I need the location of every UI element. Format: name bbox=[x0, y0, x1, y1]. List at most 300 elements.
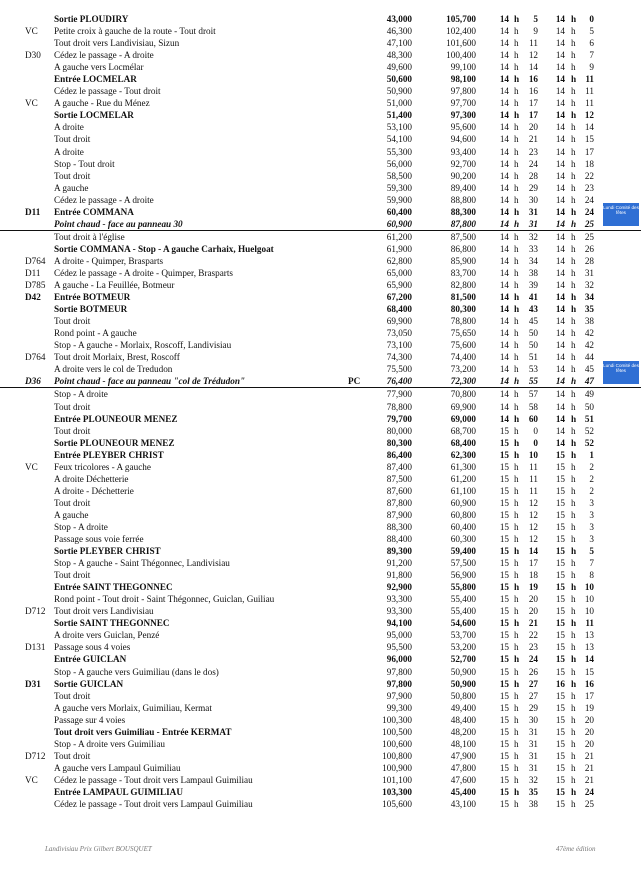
time-fast-hour: 15 bbox=[499, 546, 509, 557]
time-slow-hour: 15 bbox=[555, 799, 565, 810]
route-instruction: Point chaud - face au panneau "col de Trédudon" bbox=[54, 376, 246, 387]
time-fast-hour: 15 bbox=[499, 799, 509, 810]
time-slow-minute: 6 bbox=[589, 38, 594, 49]
km-remaining: 69,900 bbox=[450, 401, 476, 412]
route-instruction: Sortie PLOUNEOUR MENEZ bbox=[54, 437, 175, 448]
time-fast-minute: 14 bbox=[528, 62, 538, 73]
time-slow-hour: 14 bbox=[555, 364, 565, 375]
hour-separator: h bbox=[571, 774, 576, 785]
time-fast-minute: 29 bbox=[528, 182, 538, 193]
time-slow-hour: 14 bbox=[555, 158, 565, 169]
time-fast-hour: 14 bbox=[499, 110, 509, 121]
km-covered: 43,000 bbox=[386, 14, 412, 24]
hour-separator: h bbox=[514, 425, 519, 436]
time-fast-hour: 14 bbox=[499, 316, 509, 327]
time-slow-minute: 20 bbox=[584, 714, 594, 725]
time-slow-minute: 0 bbox=[589, 14, 594, 24]
time-fast-minute: 31 bbox=[528, 762, 538, 773]
km-covered: 48,300 bbox=[386, 50, 412, 61]
route-instruction: Entrée LOCMELAR bbox=[54, 74, 137, 85]
hour-separator: h bbox=[571, 606, 576, 617]
km-remaining: 43,100 bbox=[450, 799, 476, 810]
km-remaining: 60,400 bbox=[450, 521, 476, 532]
hour-separator: h bbox=[514, 304, 520, 315]
hour-separator: h bbox=[514, 38, 519, 49]
km-covered: 51,000 bbox=[386, 98, 412, 109]
time-fast-hour: 14 bbox=[499, 50, 509, 61]
time-fast-hour: 14 bbox=[499, 328, 509, 339]
table-row bbox=[0, 473, 641, 485]
time-fast-hour: 15 bbox=[499, 425, 509, 436]
hour-separator: h bbox=[514, 485, 519, 496]
km-remaining: 75,650 bbox=[450, 328, 476, 339]
time-fast-minute: 30 bbox=[528, 714, 538, 725]
time-fast-hour: 15 bbox=[499, 534, 509, 545]
time-slow-minute: 2 bbox=[589, 485, 594, 496]
table-row bbox=[0, 629, 641, 641]
hour-separator: h bbox=[514, 74, 520, 85]
time-fast-minute: 45 bbox=[528, 316, 538, 327]
hour-separator: h bbox=[571, 618, 577, 629]
table-row bbox=[0, 798, 641, 810]
route-instruction: A gauche vers Lampaul Guimiliau bbox=[54, 762, 181, 773]
time-fast-minute: 43 bbox=[528, 304, 538, 315]
hour-separator: h bbox=[514, 170, 519, 181]
table-row bbox=[0, 375, 641, 388]
time-slow-hour: 14 bbox=[555, 316, 565, 327]
km-covered: 60,400 bbox=[386, 206, 412, 217]
km-covered: 87,800 bbox=[386, 497, 412, 508]
hour-separator: h bbox=[571, 437, 577, 448]
km-covered: 54,100 bbox=[386, 134, 412, 145]
time-fast-minute: 21 bbox=[528, 134, 538, 145]
table-row bbox=[0, 267, 641, 279]
time-slow-minute: 3 bbox=[589, 521, 594, 532]
time-fast-minute: 31 bbox=[528, 738, 538, 749]
road-number: VC bbox=[25, 26, 38, 37]
time-fast-minute: 23 bbox=[528, 146, 538, 157]
time-fast-minute: 50 bbox=[528, 340, 538, 351]
time-slow-minute: 51 bbox=[584, 413, 594, 424]
route-instruction: Stop - A gauche vers Guimiliau (dans le dos) bbox=[54, 666, 219, 677]
time-slow-hour: 14 bbox=[555, 38, 565, 49]
hour-separator: h bbox=[514, 14, 520, 24]
hour-separator: h bbox=[571, 86, 576, 97]
time-slow-hour: 15 bbox=[555, 594, 565, 605]
route-instruction: Passage sur 4 voies bbox=[54, 714, 126, 725]
time-fast-hour: 14 bbox=[499, 206, 509, 217]
km-remaining: 62,300 bbox=[450, 449, 476, 460]
table-row bbox=[0, 158, 641, 170]
km-remaining: 99,100 bbox=[450, 62, 476, 73]
road-number: VC bbox=[25, 774, 38, 785]
hour-separator: h bbox=[514, 413, 520, 424]
time-fast-minute: 27 bbox=[528, 690, 538, 701]
hour-separator: h bbox=[571, 389, 576, 400]
hour-separator: h bbox=[571, 546, 577, 557]
time-slow-minute: 3 bbox=[589, 509, 594, 520]
time-fast-minute: 20 bbox=[528, 606, 538, 617]
km-remaining: 100,400 bbox=[446, 50, 476, 61]
time-fast-hour: 14 bbox=[499, 376, 509, 387]
table-row bbox=[0, 291, 641, 303]
km-remaining: 61,100 bbox=[450, 485, 476, 496]
route-instruction: Tout droit bbox=[54, 425, 91, 436]
km-covered: 65,000 bbox=[386, 267, 412, 278]
time-slow-hour: 14 bbox=[555, 98, 565, 109]
km-covered: 59,900 bbox=[386, 194, 412, 205]
time-fast-hour: 14 bbox=[499, 98, 509, 109]
hour-separator: h bbox=[514, 678, 520, 689]
table-row bbox=[0, 218, 641, 231]
time-fast-minute: 31 bbox=[528, 206, 538, 217]
time-fast-minute: 29 bbox=[528, 702, 538, 713]
km-covered: 100,600 bbox=[382, 738, 412, 749]
hour-separator: h bbox=[571, 473, 576, 484]
hour-separator: h bbox=[514, 473, 519, 484]
time-fast-hour: 14 bbox=[499, 158, 509, 169]
hour-separator: h bbox=[571, 509, 576, 520]
hour-separator: h bbox=[514, 738, 519, 749]
km-covered: 103,300 bbox=[382, 787, 412, 797]
table-row bbox=[0, 581, 641, 593]
table-row bbox=[0, 73, 641, 85]
time-fast-minute: 24 bbox=[528, 654, 538, 665]
time-slow-hour: 14 bbox=[555, 170, 565, 181]
time-slow-minute: 19 bbox=[584, 702, 594, 713]
hour-separator: h bbox=[571, 654, 577, 665]
time-slow-hour: 14 bbox=[555, 134, 565, 145]
hour-separator: h bbox=[571, 352, 576, 363]
km-covered: 69,900 bbox=[386, 316, 412, 327]
km-covered: 50,900 bbox=[386, 86, 412, 97]
km-covered: 56,000 bbox=[386, 158, 412, 169]
km-remaining: 68,700 bbox=[450, 425, 476, 436]
hour-separator: h bbox=[571, 534, 576, 545]
hour-separator: h bbox=[571, 170, 576, 181]
hour-separator: h bbox=[514, 255, 519, 266]
hour-separator: h bbox=[514, 449, 520, 460]
km-covered: 67,200 bbox=[386, 292, 412, 303]
route-instruction: Cédez le passage - A droite bbox=[54, 194, 154, 205]
km-covered: 87,500 bbox=[386, 473, 412, 484]
time-slow-minute: 26 bbox=[584, 243, 594, 254]
road-number: D764 bbox=[25, 352, 46, 363]
time-fast-hour: 14 bbox=[499, 401, 509, 412]
km-remaining: 81,500 bbox=[450, 292, 476, 303]
time-slow-minute: 13 bbox=[584, 630, 594, 641]
time-fast-minute: 31 bbox=[528, 750, 538, 761]
hour-separator: h bbox=[514, 328, 519, 339]
route-instruction: Entrée GUICLAN bbox=[54, 654, 127, 665]
km-remaining: 47,900 bbox=[450, 750, 476, 761]
time-slow-minute: 1 bbox=[589, 449, 594, 460]
time-fast-minute: 41 bbox=[528, 292, 538, 303]
time-slow-hour: 15 bbox=[555, 787, 565, 797]
hour-separator: h bbox=[514, 606, 519, 617]
km-remaining: 47,800 bbox=[450, 762, 476, 773]
hour-separator: h bbox=[514, 86, 519, 97]
km-remaining: 80,300 bbox=[450, 304, 476, 315]
hour-separator: h bbox=[514, 497, 519, 508]
km-remaining: 57,500 bbox=[450, 558, 476, 569]
table-row bbox=[0, 49, 641, 61]
time-slow-hour: 14 bbox=[555, 231, 565, 242]
time-fast-minute: 12 bbox=[528, 497, 538, 508]
hour-separator: h bbox=[514, 122, 519, 133]
hour-separator: h bbox=[571, 206, 577, 217]
time-fast-minute: 10 bbox=[528, 449, 538, 460]
hour-separator: h bbox=[514, 194, 519, 205]
hour-separator: h bbox=[514, 280, 519, 291]
km-covered: 95,500 bbox=[386, 642, 412, 653]
hour-separator: h bbox=[571, 738, 576, 749]
time-slow-minute: 52 bbox=[584, 437, 594, 448]
time-slow-hour: 16 bbox=[555, 678, 565, 689]
table-row bbox=[0, 401, 641, 413]
time-fast-hour: 15 bbox=[499, 618, 509, 629]
time-slow-hour: 14 bbox=[555, 425, 565, 436]
time-slow-hour: 14 bbox=[555, 376, 565, 387]
route-instruction: A droite Déchetterie bbox=[54, 473, 129, 484]
table-row bbox=[0, 37, 641, 49]
time-slow-minute: 32 bbox=[584, 280, 594, 291]
hour-separator: h bbox=[514, 666, 519, 677]
table-row bbox=[0, 425, 641, 437]
time-fast-hour: 15 bbox=[499, 678, 509, 689]
hour-separator: h bbox=[514, 292, 520, 303]
time-fast-hour: 15 bbox=[499, 461, 509, 472]
route-instruction: A gauche - La Feuillée, Botmeur bbox=[54, 280, 175, 291]
road-number: D712 bbox=[25, 750, 46, 761]
time-slow-hour: 15 bbox=[555, 497, 565, 508]
time-slow-minute: 24 bbox=[584, 206, 594, 217]
time-slow-minute: 21 bbox=[584, 774, 594, 785]
km-remaining: 74,400 bbox=[450, 352, 476, 363]
route-instruction: Entrée LAMPAUL GUIMILIAU bbox=[54, 787, 183, 797]
hour-separator: h bbox=[571, 50, 576, 61]
time-fast-minute: 26 bbox=[528, 666, 538, 677]
km-remaining: 48,200 bbox=[450, 726, 476, 737]
route-instruction: A droite vers Guiclan, Penzé bbox=[54, 630, 160, 641]
hour-separator: h bbox=[571, 134, 576, 145]
hour-separator: h bbox=[514, 534, 519, 545]
km-remaining: 60,300 bbox=[450, 534, 476, 545]
route-instruction: A droite bbox=[54, 122, 84, 133]
hour-separator: h bbox=[514, 267, 519, 278]
hour-separator: h bbox=[514, 521, 519, 532]
time-fast-minute: 21 bbox=[528, 618, 538, 629]
time-fast-minute: 16 bbox=[528, 86, 538, 97]
time-fast-hour: 14 bbox=[499, 352, 509, 363]
table-row bbox=[0, 61, 641, 73]
km-remaining: 90,200 bbox=[450, 170, 476, 181]
time-slow-hour: 15 bbox=[555, 642, 565, 653]
route-instruction: Tout droit bbox=[54, 401, 91, 412]
hour-separator: h bbox=[571, 74, 577, 85]
km-covered: 78,800 bbox=[386, 401, 412, 412]
time-slow-minute: 10 bbox=[584, 606, 594, 617]
time-slow-minute: 24 bbox=[584, 787, 594, 797]
time-fast-minute: 50 bbox=[528, 328, 538, 339]
time-fast-minute: 20 bbox=[528, 122, 538, 133]
table-row bbox=[0, 702, 641, 714]
table-row bbox=[0, 231, 641, 243]
km-covered: 105,600 bbox=[382, 799, 412, 810]
km-covered: 47,100 bbox=[386, 38, 412, 49]
hour-separator: h bbox=[571, 267, 576, 278]
time-fast-hour: 15 bbox=[499, 726, 509, 737]
table-row bbox=[0, 605, 641, 617]
km-remaining: 54,600 bbox=[450, 618, 476, 629]
route-instruction: A gauche vers Morlaix, Guimiliau, Kermat bbox=[54, 702, 212, 713]
km-remaining: 50,800 bbox=[450, 690, 476, 701]
time-slow-minute: 2 bbox=[589, 473, 594, 484]
hour-separator: h bbox=[514, 146, 519, 157]
km-remaining: 61,300 bbox=[450, 461, 476, 472]
time-fast-hour: 14 bbox=[499, 292, 509, 303]
km-covered: 80,000 bbox=[386, 425, 412, 436]
route-instruction: Entrée SAINT THEGONNEC bbox=[54, 582, 173, 593]
time-slow-minute: 52 bbox=[584, 425, 594, 436]
table-row bbox=[0, 750, 641, 762]
route-instruction: Stop - A gauche - Morlaix, Roscoff, Landivisiau bbox=[54, 340, 232, 351]
table-row bbox=[0, 255, 641, 267]
time-fast-hour: 15 bbox=[499, 630, 509, 641]
table-row bbox=[0, 363, 641, 375]
km-remaining: 97,800 bbox=[450, 86, 476, 97]
hour-separator: h bbox=[571, 714, 576, 725]
km-remaining: 60,900 bbox=[450, 497, 476, 508]
km-covered: 75,500 bbox=[386, 364, 412, 375]
hour-separator: h bbox=[571, 255, 576, 266]
time-slow-minute: 5 bbox=[589, 546, 594, 557]
route-instruction: Tout droit bbox=[54, 570, 91, 581]
hour-separator: h bbox=[514, 50, 519, 61]
hour-separator: h bbox=[571, 630, 576, 641]
time-fast-minute: 28 bbox=[528, 170, 538, 181]
hour-separator: h bbox=[571, 328, 576, 339]
time-slow-hour: 15 bbox=[555, 726, 565, 737]
time-fast-hour: 15 bbox=[499, 642, 509, 653]
km-remaining: 87,500 bbox=[450, 231, 476, 242]
time-fast-hour: 14 bbox=[499, 304, 509, 315]
hour-separator: h bbox=[571, 570, 576, 581]
hour-separator: h bbox=[514, 340, 519, 351]
route-instruction: Cédez le passage - Tout droit vers Lampaul Guimiliau bbox=[54, 774, 253, 785]
table-row bbox=[0, 726, 641, 738]
route-instruction: Entrée PLEYBER CHRIST bbox=[54, 449, 164, 460]
time-fast-hour: 14 bbox=[499, 182, 509, 193]
time-fast-hour: 14 bbox=[499, 389, 509, 400]
hour-separator: h bbox=[514, 546, 520, 557]
hour-separator: h bbox=[571, 799, 576, 810]
checkpoint-marker: PC bbox=[348, 376, 361, 387]
table-row bbox=[0, 25, 641, 37]
time-slow-minute: 2 bbox=[589, 461, 594, 472]
time-fast-minute: 23 bbox=[528, 642, 538, 653]
km-covered: 94,100 bbox=[386, 618, 412, 629]
time-slow-hour: 14 bbox=[555, 26, 565, 37]
km-covered: 74,300 bbox=[386, 352, 412, 363]
route-instruction: Point chaud - face au panneau 30 bbox=[54, 218, 183, 229]
km-remaining: 97,700 bbox=[450, 98, 476, 109]
hour-separator: h bbox=[571, 678, 577, 689]
hour-separator: h bbox=[571, 702, 576, 713]
km-remaining: 86,800 bbox=[450, 243, 476, 254]
time-fast-minute: 16 bbox=[528, 74, 538, 85]
time-slow-minute: 11 bbox=[585, 86, 594, 97]
table-row bbox=[0, 557, 641, 569]
km-remaining: 50,900 bbox=[450, 666, 476, 677]
time-slow-hour: 15 bbox=[555, 521, 565, 532]
table-row bbox=[0, 509, 641, 521]
time-fast-hour: 15 bbox=[499, 774, 509, 785]
time-slow-hour: 15 bbox=[555, 485, 565, 496]
hour-separator: h bbox=[514, 206, 520, 217]
time-slow-hour: 14 bbox=[555, 267, 565, 278]
time-fast-minute: 38 bbox=[528, 267, 538, 278]
time-slow-hour: 14 bbox=[555, 389, 565, 400]
time-slow-hour: 14 bbox=[555, 182, 565, 193]
hour-separator: h bbox=[514, 401, 519, 412]
km-covered: 58,500 bbox=[386, 170, 412, 181]
km-covered: 87,400 bbox=[386, 461, 412, 472]
time-slow-minute: 31 bbox=[584, 267, 594, 278]
time-slow-minute: 22 bbox=[584, 170, 594, 181]
km-covered: 50,600 bbox=[386, 74, 412, 85]
time-slow-hour: 15 bbox=[555, 762, 565, 773]
time-slow-hour: 14 bbox=[555, 194, 565, 205]
route-instruction: Sortie SAINT THEGONNEC bbox=[54, 618, 170, 629]
km-covered: 46,300 bbox=[386, 26, 412, 37]
time-fast-minute: 11 bbox=[529, 461, 538, 472]
time-fast-minute: 14 bbox=[528, 546, 538, 557]
hour-separator: h bbox=[514, 558, 519, 569]
hour-separator: h bbox=[571, 666, 576, 677]
km-remaining: 52,700 bbox=[450, 654, 476, 665]
hour-separator: h bbox=[571, 750, 576, 761]
hour-separator: h bbox=[514, 582, 520, 593]
route-instruction: Tout droit Morlaix, Brest, Roscoff bbox=[54, 352, 180, 363]
time-slow-hour: 15 bbox=[555, 509, 565, 520]
km-covered: 76,400 bbox=[386, 376, 412, 387]
time-fast-hour: 14 bbox=[499, 86, 509, 97]
time-fast-minute: 35 bbox=[528, 787, 538, 797]
hour-separator: h bbox=[571, 497, 576, 508]
km-remaining: 98,100 bbox=[450, 74, 476, 85]
hour-separator: h bbox=[514, 690, 519, 701]
hour-separator: h bbox=[571, 485, 576, 496]
time-slow-hour: 14 bbox=[555, 218, 565, 229]
hour-separator: h bbox=[571, 304, 577, 315]
time-fast-minute: 53 bbox=[528, 364, 538, 375]
time-fast-hour: 15 bbox=[499, 594, 509, 605]
km-remaining: 48,400 bbox=[450, 714, 476, 725]
time-fast-minute: 58 bbox=[528, 401, 538, 412]
hour-separator: h bbox=[571, 461, 576, 472]
km-covered: 100,500 bbox=[382, 726, 412, 737]
time-slow-minute: 11 bbox=[585, 98, 594, 109]
time-fast-minute: 12 bbox=[528, 521, 538, 532]
table-row bbox=[0, 666, 641, 678]
hour-separator: h bbox=[571, 340, 576, 351]
time-slow-hour: 15 bbox=[555, 606, 565, 617]
time-slow-hour: 15 bbox=[555, 570, 565, 581]
time-fast-hour: 14 bbox=[499, 14, 509, 24]
hour-separator: h bbox=[514, 762, 519, 773]
km-covered: 53,100 bbox=[386, 122, 412, 133]
